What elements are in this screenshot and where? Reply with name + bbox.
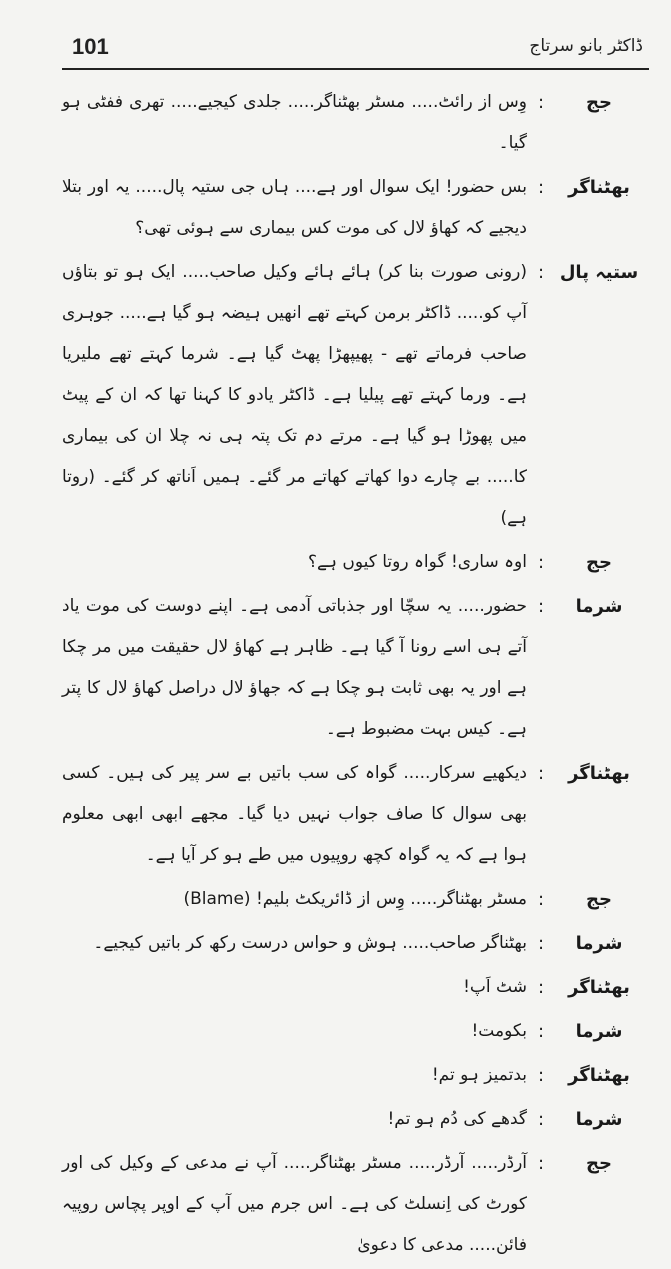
dialogue-entry: [62, 82, 649, 164]
dialogue-entry: [62, 252, 649, 539]
speaker-name: شرما: [575, 1021, 623, 1042]
speaker-colon: :: [537, 596, 545, 617]
speech-text: اوہ ساری! گواہ روتا کیوں ہے؟: [308, 552, 527, 572]
speaker-name: ستیہ پال: [559, 262, 639, 283]
speaker-colon: :: [537, 889, 545, 910]
speech-text: وِس از رائٹ..... مسٹر بھٹناگر..... جلدی کیجیے..... تھری ففٹی ہو گیا۔: [62, 92, 527, 153]
speaker-name: بھٹناگر: [568, 977, 630, 998]
speaker-name: بھٹناگر: [568, 177, 630, 198]
dialogue-entry: [62, 1011, 649, 1052]
speaker-colon: :: [537, 1153, 545, 1174]
running-title: ڈاکٹر بانو سرتاج: [529, 36, 643, 56]
page-header: [62, 30, 649, 70]
speaker-colon: :: [537, 1109, 545, 1130]
speaker-name: جج: [586, 552, 612, 573]
speaker-name: جج: [586, 1153, 612, 1174]
speaker-colon: :: [537, 552, 545, 573]
dialogue-entry: [62, 167, 649, 249]
speech-text: بدتمیز ہو تم!: [431, 1065, 527, 1085]
speaker-colon: :: [537, 977, 545, 998]
speaker-name: بھٹناگر: [568, 763, 630, 784]
speech-text: مسٹر بھٹناگر..... وِس از ڈائریکٹ بلیم! (Blame): [183, 889, 527, 909]
speaker-name: جج: [586, 92, 612, 113]
speaker-name: شرما: [575, 596, 623, 617]
dialogue-entry: [62, 753, 649, 876]
speech-text: دیکھیے سرکار..... گواہ کی سب باتیں بے سر پیر کی ہیں۔ کسی بھی سوال کا صاف جواب نہیں دیا گیا۔ مجھے ابھی ابھی معلوم ہوا ہے کہ یہ گواہ کچھ روپیوں میں طے ہو کر آیا ہے۔: [62, 763, 527, 865]
speech-text: بس حضور! ایک سوال اور ہے.... ہاں جی ستیہ پال..... یہ اور بتلا دیجیے کہ کھاؤ لال کی موت کس بیماری سے ہوئی تھی؟: [62, 177, 527, 238]
dialogue-list: [62, 82, 649, 1269]
dialogue-entry: [62, 967, 649, 1008]
speech-text: بھٹناگر صاحب..... ہوش و حواس درست رکھ کر باتیں کیجیے۔: [93, 933, 527, 953]
speech-text: حضور..... یہ سچّا اور جذباتی آدمی ہے۔ اپنے دوست کی موت یاد آتے ہی اسے رونا آ گیا ہے۔ ظاہر ہے کھاؤ لال حقیقت میں مر چکا ہے اور یہ بھی ثابت ہو چکا ہے کہ جھاؤ لال دراصل کھاؤ لال کا پتر ہے۔ کیس بہت مضبوط ہے۔: [62, 596, 527, 739]
dialogue-entry: [62, 879, 649, 920]
speech-text: گدھے کی دُم ہو تم!: [387, 1109, 527, 1129]
speaker-colon: :: [537, 262, 545, 283]
speaker-name: شرما: [575, 933, 623, 954]
speech-text: بکومت!: [471, 1021, 527, 1041]
page-number: 101: [72, 34, 109, 59]
speaker-colon: :: [537, 933, 545, 954]
dialogue-entry: [62, 1143, 649, 1266]
speaker-colon: :: [537, 763, 545, 784]
speaker-name: بھٹناگر: [568, 1065, 630, 1086]
speaker-colon: :: [537, 92, 545, 113]
dialogue-entry: [62, 1099, 649, 1140]
speaker-colon: :: [537, 177, 545, 198]
dialogue-entry: [62, 1055, 649, 1096]
dialogue-entry: [62, 923, 649, 964]
dialogue-entry: [62, 586, 649, 750]
speaker-colon: :: [537, 1021, 545, 1042]
speech-text: آرڈر..... آرڈر..... مسٹر بھٹناگر..... آپ نے مدعی کے وکیل کی اور کورٹ کی اِنسلٹ کی ہے۔ اس جرم میں آپ کے اوپر پچاس روپیہ فائن..... مدعی کا دعویٰ: [62, 1153, 527, 1255]
speaker-name: جج: [586, 889, 612, 910]
speech-text: (رونی صورت بنا کر) ہائے ہائے وکیل صاحب..... ایک ہو تو بتاؤں آپ کو..... ڈاکٹر برمن کہتے تھے انھیں ہیضہ ہو گیا ہے..... جوہری صاحب فرماتے تھے - پھیپھڑا پھٹ گیا ہے۔ شرما کہتے تھے ملیریا ہے۔ ورما کہتے تھے پیلیا ہے۔ ڈاکٹر یادو کا کہنا تھا کہ ان کے پیٹ میں پھوڑا ہو گیا ہے۔ مرتے دم تک پتہ ہی نہ چلا ان کی بیماری کا..... بے چارے دوا کھاتے کھاتے مر گئے۔ ہمیں اَناتھ کر گئے۔ (روتا ہے): [62, 262, 527, 528]
speaker-name: شرما: [575, 1109, 623, 1130]
speech-text: شٹ اَپ!: [463, 977, 527, 997]
speaker-colon: :: [537, 1065, 545, 1086]
dialogue-entry: [62, 542, 649, 583]
